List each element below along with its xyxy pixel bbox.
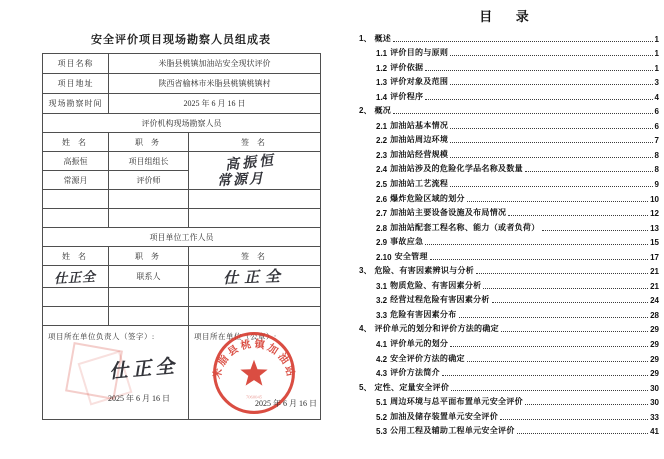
toc-item-label: 评价程序 bbox=[390, 91, 424, 101]
toc-item-page-number: 9 bbox=[654, 180, 659, 190]
table-row-empty bbox=[43, 288, 321, 307]
toc-title: 目 录 bbox=[479, 9, 539, 24]
toc-dotted-leader bbox=[450, 142, 652, 143]
toc-item-page-number: 6 bbox=[654, 121, 659, 131]
unit-seal-label: 项目所在单位（公章）: bbox=[194, 332, 277, 341]
table-row bbox=[43, 114, 321, 133]
unit-person-duty: 联系人 bbox=[109, 266, 189, 288]
toc-item-label: 安全评价方法的确定 bbox=[390, 353, 465, 363]
col-header-duty: 职 务 bbox=[109, 133, 189, 152]
survey-time-value: 2025 年 6 月 16 日 bbox=[109, 94, 321, 114]
toc-item-page-number: 29 bbox=[650, 354, 659, 364]
toc-item-number: 2.5 bbox=[376, 180, 388, 190]
toc-dotted-leader bbox=[442, 375, 648, 376]
agency-person-name: 常源月 bbox=[43, 171, 109, 190]
toc-item-label: 加油站经营规模 bbox=[390, 149, 449, 159]
toc-item-label: 物质危险、有害因素分析 bbox=[390, 280, 482, 290]
toc-item-label: 评价目的与原则 bbox=[390, 48, 449, 58]
toc-item-number: 5.1 bbox=[376, 398, 388, 408]
toc-item-label: 爆炸危险区域的划分 bbox=[390, 193, 465, 203]
toc-page bbox=[345, 0, 664, 459]
toc-item-label: 定性、定量安全评价 bbox=[374, 382, 450, 392]
agency-signatures-cell bbox=[189, 152, 321, 190]
toc-item-number: 1.4 bbox=[376, 92, 388, 102]
toc-dotted-leader bbox=[425, 244, 648, 245]
toc-item bbox=[359, 291, 659, 306]
toc-item-number: 3.3 bbox=[376, 310, 388, 320]
survey-time-label: 现场勘察时间 bbox=[43, 94, 109, 114]
toc-item bbox=[359, 189, 659, 204]
toc-item-label: 周边环境与总平面布置单元安全评价 bbox=[390, 397, 523, 407]
toc-item-number: 1.3 bbox=[376, 78, 388, 88]
toc-item bbox=[359, 102, 659, 117]
table-row bbox=[43, 228, 321, 247]
seal-date: 2025 年 6 月 16 日 bbox=[255, 399, 317, 408]
toc-item-page-number: 4 bbox=[654, 92, 659, 102]
toc-item-number: 2.3 bbox=[376, 150, 388, 160]
toc-item-page-number: 13 bbox=[650, 223, 659, 233]
toc-item-number: 1、 bbox=[359, 33, 372, 43]
table-row bbox=[43, 266, 321, 288]
toc-item bbox=[359, 247, 659, 262]
toc-item-label: 危险有害因素分布 bbox=[390, 309, 457, 319]
toc-item-page-number: 33 bbox=[650, 412, 659, 422]
toc-item-label: 公用工程及辅助工程单元安全评价 bbox=[390, 426, 515, 436]
toc-item bbox=[359, 407, 659, 422]
personnel-form-table bbox=[42, 53, 321, 420]
toc-item-page-number: 29 bbox=[650, 369, 659, 379]
col-header-duty: 职 务 bbox=[109, 247, 189, 266]
toc-item-page-number: 8 bbox=[654, 150, 659, 160]
toc-item-label: 加油站基本情况 bbox=[390, 120, 449, 130]
toc-item-number: 2.2 bbox=[376, 136, 388, 146]
toc-item-label: 加油站涉及的危险化学品名称及数量 bbox=[390, 164, 523, 174]
toc-item-label: 评价单元的划分 bbox=[390, 339, 449, 349]
agency-person-duty: 项目组组长 bbox=[109, 152, 189, 171]
toc-item-page-number: 7 bbox=[654, 136, 659, 146]
seal-star-icon bbox=[240, 360, 267, 386]
toc-item bbox=[359, 393, 659, 408]
toc-item-label: 概述 bbox=[374, 33, 392, 43]
project-address-value: 陕西省榆林市米脂县桃镇桃镇村 bbox=[109, 74, 321, 94]
agency-section-header: 评价机构现场勘察人员 bbox=[43, 114, 321, 133]
toc-item-number: 5.3 bbox=[376, 427, 388, 437]
toc-item-label: 危险、有害因素辨识与分析 bbox=[374, 266, 475, 276]
toc-item-page-number: 17 bbox=[650, 252, 659, 262]
toc-dotted-leader bbox=[501, 331, 648, 332]
toc-dotted-leader bbox=[393, 41, 652, 42]
table-row bbox=[43, 74, 321, 94]
toc-item bbox=[359, 44, 659, 59]
toc-dotted-leader bbox=[425, 99, 652, 100]
toc-item-label: 加油站工艺流程 bbox=[390, 179, 449, 189]
toc-item-page-number: 12 bbox=[650, 209, 659, 219]
toc-item bbox=[359, 334, 659, 349]
toc-item-number: 2.8 bbox=[376, 223, 388, 233]
toc-dotted-leader bbox=[450, 157, 652, 158]
handwritten-signature: 仕正全 bbox=[108, 355, 179, 383]
toc-item-page-number: 21 bbox=[650, 267, 659, 277]
table-row bbox=[43, 94, 321, 114]
toc-item-number: 4.3 bbox=[376, 369, 388, 379]
toc-item bbox=[359, 422, 659, 437]
toc-item-number: 3.2 bbox=[376, 296, 388, 306]
toc-item bbox=[359, 87, 659, 102]
toc-item-page-number: 41 bbox=[650, 427, 659, 437]
toc-item-number: 5、 bbox=[359, 382, 372, 392]
table-row bbox=[43, 152, 321, 171]
toc-list bbox=[359, 29, 659, 436]
toc-dotted-leader bbox=[467, 361, 648, 362]
table-row-footer bbox=[43, 326, 321, 420]
toc-item-label: 评价方法简介 bbox=[390, 368, 440, 378]
unit-person-signature bbox=[189, 266, 321, 288]
table-row bbox=[43, 247, 321, 266]
toc-item bbox=[359, 262, 659, 277]
toc-item bbox=[359, 349, 659, 364]
toc-item-number: 2.9 bbox=[376, 238, 388, 248]
toc-item bbox=[359, 378, 659, 393]
unit-person-name bbox=[43, 266, 109, 288]
handwritten-signature: 仕正全 bbox=[222, 266, 287, 288]
toc-dotted-leader bbox=[517, 433, 648, 434]
table-row bbox=[43, 54, 321, 74]
toc-item bbox=[359, 233, 659, 248]
toc-dotted-leader bbox=[451, 390, 648, 391]
table-row-empty bbox=[43, 209, 321, 228]
toc-item-page-number: 1 bbox=[654, 63, 659, 73]
col-header-name: 姓 名 bbox=[43, 133, 109, 152]
toc-item bbox=[359, 320, 659, 335]
toc-item-page-number: 3 bbox=[654, 78, 659, 88]
handwritten-signature: 高振恒 bbox=[224, 152, 277, 174]
toc-item-number: 2.6 bbox=[376, 194, 388, 204]
col-header-signature: 签 名 bbox=[189, 133, 321, 152]
toc-item-number: 4.1 bbox=[376, 340, 388, 350]
toc-item-label: 事故应急 bbox=[390, 237, 424, 247]
toc-item-number: 3.1 bbox=[376, 281, 388, 291]
toc-dotted-leader bbox=[476, 273, 648, 274]
toc-item-page-number: 28 bbox=[650, 310, 659, 320]
toc-item-page-number: 6 bbox=[654, 107, 659, 117]
toc-item-page-number: 29 bbox=[650, 340, 659, 350]
toc-item-number: 2.7 bbox=[376, 209, 388, 219]
agency-person-name: 高振恒 bbox=[43, 152, 109, 171]
toc-item bbox=[359, 160, 659, 175]
toc-item-page-number: 10 bbox=[650, 194, 659, 204]
unit-seal-cell bbox=[189, 326, 321, 420]
table-row bbox=[43, 133, 321, 152]
toc-item-label: 评价单元的划分和评价方法的确定 bbox=[374, 324, 499, 334]
toc-item-number: 3、 bbox=[359, 266, 372, 276]
toc-dotted-leader bbox=[500, 419, 648, 420]
toc-item-label: 评价依据 bbox=[390, 62, 424, 72]
toc-dotted-leader bbox=[492, 302, 648, 303]
project-name-value: 米脂县桃镇加油站安全现状评价 bbox=[109, 54, 321, 74]
toc-item bbox=[359, 131, 659, 146]
toc-dotted-leader bbox=[450, 128, 652, 129]
toc-item-number: 2.1 bbox=[376, 121, 388, 131]
toc-item-page-number: 29 bbox=[650, 325, 659, 335]
toc-item bbox=[359, 145, 659, 160]
toc-item-page-number: 1 bbox=[654, 34, 659, 44]
handwritten-signature: 常源月 bbox=[216, 170, 266, 190]
toc-item bbox=[359, 218, 659, 233]
toc-item-number: 4.2 bbox=[376, 354, 388, 364]
toc-item bbox=[359, 58, 659, 73]
toc-item-number: 1.1 bbox=[376, 49, 388, 59]
project-name-label: 项目名称 bbox=[43, 54, 109, 74]
toc-dotted-leader bbox=[508, 215, 648, 216]
toc-dotted-leader bbox=[430, 259, 648, 260]
toc-item-page-number: 24 bbox=[650, 296, 659, 306]
toc-item bbox=[359, 276, 659, 291]
toc-item bbox=[359, 364, 659, 379]
toc-item-label: 加油站配套工程名称、能力（或者负荷） bbox=[390, 222, 540, 232]
toc-item-number: 1.2 bbox=[376, 63, 388, 73]
toc-dotted-leader bbox=[450, 55, 652, 56]
toc-item-number: 2、 bbox=[359, 106, 372, 116]
unit-leader-label: 项目所在单位负责人（签字）: bbox=[48, 332, 155, 341]
toc-item-label: 安全管理 bbox=[394, 251, 428, 261]
toc-item bbox=[359, 174, 659, 189]
toc-item-page-number: 30 bbox=[650, 383, 659, 393]
toc-dotted-leader bbox=[459, 317, 649, 318]
form-title: 安全评价项目现场勘察人员组成表 bbox=[91, 34, 271, 46]
seal-arc-text: 米脂县桃镇加油站 bbox=[211, 338, 297, 380]
seal-code: 7060045 bbox=[245, 394, 263, 400]
table-row-empty bbox=[43, 307, 321, 326]
toc-dotted-leader bbox=[425, 70, 652, 71]
handwritten-name: 仕正全 bbox=[54, 269, 97, 288]
toc-dotted-leader bbox=[467, 201, 648, 202]
toc-item-label: 加油及储存装置单元安全评价 bbox=[390, 411, 499, 421]
toc-dotted-leader bbox=[393, 113, 652, 114]
table-row-empty bbox=[43, 190, 321, 209]
toc-dotted-leader bbox=[542, 230, 649, 231]
toc-item bbox=[359, 73, 659, 88]
toc-item-number: 2.4 bbox=[376, 165, 388, 175]
toc-item-label: 经营过程危险有害因素分析 bbox=[390, 295, 490, 305]
toc-item-number: 4、 bbox=[359, 324, 372, 334]
toc-item bbox=[359, 29, 659, 44]
toc-dotted-leader bbox=[525, 404, 648, 405]
toc-item-page-number: 15 bbox=[650, 238, 659, 248]
toc-item-page-number: 30 bbox=[650, 398, 659, 408]
toc-dotted-leader bbox=[450, 186, 652, 187]
toc-item-page-number: 1 bbox=[654, 49, 659, 59]
toc-item-number: 5.2 bbox=[376, 412, 388, 422]
col-header-name: 姓 名 bbox=[43, 247, 109, 266]
signature-date: 2025 年 6 月 16 日 bbox=[108, 394, 170, 403]
toc-item-label: 加油站主要设备设施及布局情况 bbox=[390, 208, 507, 218]
toc-dotted-leader bbox=[450, 84, 652, 85]
toc-item-label: 评价对象及范围 bbox=[390, 77, 449, 87]
toc-item-page-number: 8 bbox=[654, 165, 659, 175]
toc-item-label: 概况 bbox=[374, 106, 392, 116]
unit-section-header: 项目单位工作人员 bbox=[43, 228, 321, 247]
toc-dotted-leader bbox=[483, 288, 648, 289]
toc-item-label: 加油站周边环境 bbox=[390, 135, 449, 145]
col-header-signature: 签 名 bbox=[189, 247, 321, 266]
toc-item-page-number: 21 bbox=[650, 281, 659, 291]
unit-leader-signature-cell bbox=[43, 326, 189, 420]
project-address-label: 项目地址 bbox=[43, 74, 109, 94]
toc-dotted-leader bbox=[525, 171, 653, 172]
agency-person-duty: 评价师 bbox=[109, 171, 189, 190]
toc-item-number: 2.10 bbox=[376, 252, 392, 262]
toc-item bbox=[359, 204, 659, 219]
toc-dotted-leader bbox=[450, 346, 648, 347]
toc-item bbox=[359, 116, 659, 131]
toc-item bbox=[359, 305, 659, 320]
